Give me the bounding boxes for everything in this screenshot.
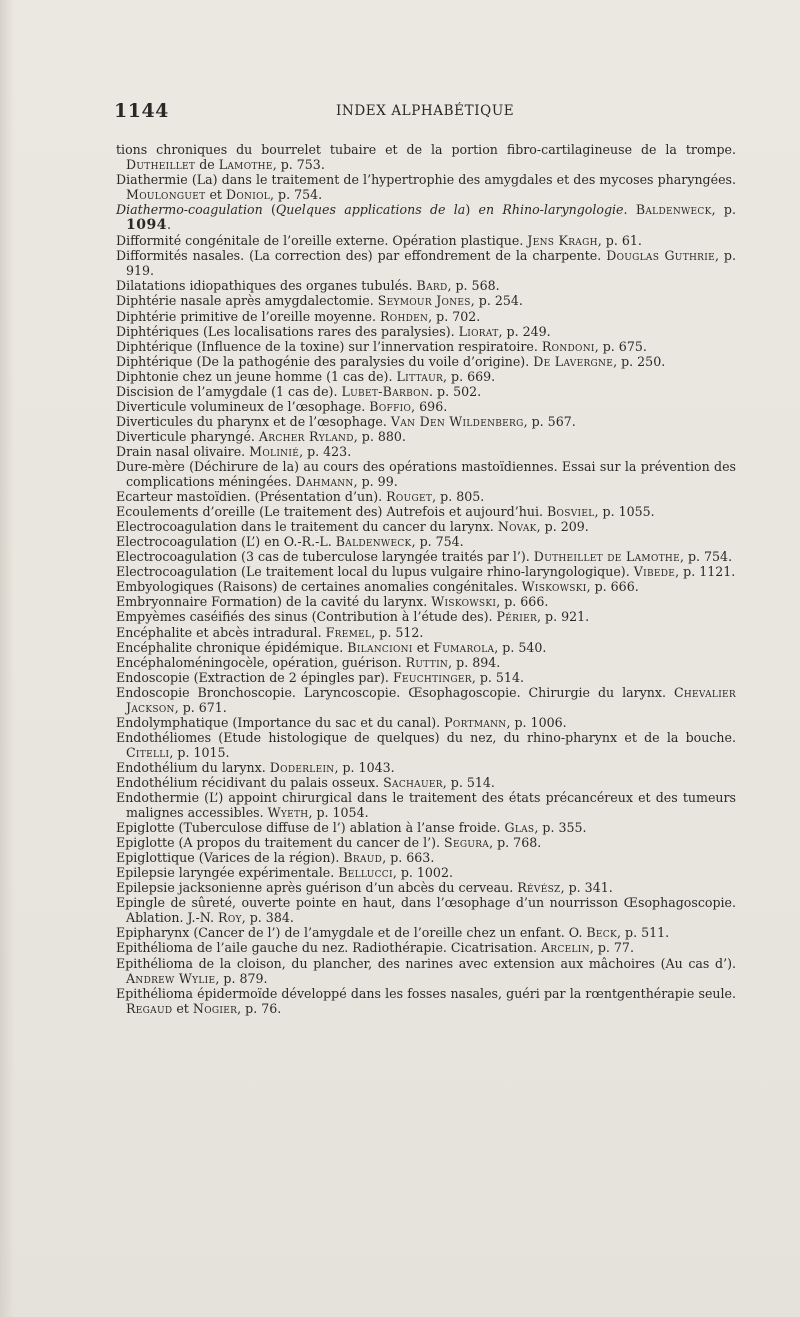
index-entry bbox=[116, 594, 736, 609]
index-entry bbox=[116, 956, 736, 986]
entry-text: Quelques applications de la bbox=[275, 202, 466, 218]
entry-text: en Rhino-laryngologie bbox=[478, 202, 624, 218]
entry-text: , p. 209. bbox=[536, 519, 589, 535]
author-name: Littaur bbox=[396, 368, 444, 384]
entry-text: Electrocoagulation dans le traitement du cancer du larynx. bbox=[116, 519, 498, 535]
entry-text: Ecarteur mastoïdien. (Présentation d’un). bbox=[116, 489, 387, 505]
index-entry bbox=[116, 549, 736, 564]
index-entry bbox=[116, 670, 736, 685]
entry-text: Difformités nasales. (La correction des) par effondrement de la charpente. bbox=[116, 248, 607, 264]
author-name: Périer bbox=[496, 609, 538, 625]
index-entry bbox=[116, 775, 736, 790]
index-entry bbox=[116, 278, 736, 293]
author-name: Beck bbox=[586, 925, 617, 941]
index-entry bbox=[116, 339, 736, 354]
entry-text: , p. 753. bbox=[272, 157, 325, 173]
entry-text: . p. 502. bbox=[429, 383, 482, 399]
entry-text: Epithélioma de l’aile gauche du nez. Radiothérapie. Cicatrisation. bbox=[116, 940, 541, 956]
entry-text: Epilepsie jacksonienne après guérison d’un abcès du cerveau. bbox=[116, 880, 518, 896]
author-name: Bellucci bbox=[338, 865, 393, 881]
page-reference: 1094 bbox=[126, 217, 167, 234]
entry-text: Dure-mère (Déchirure de la) au cours des opérations mastoïdiennes. Essai sur la prévention des complications méningées. bbox=[116, 458, 736, 490]
entry-text: Diphtérie nasale après amygdalectomie. bbox=[116, 293, 378, 309]
entry-text: Endothéliomes (Etude histologique de quelques) du nez, du rhino-pharynx et de la bouche. bbox=[116, 729, 736, 745]
entry-text: , p. 423. bbox=[299, 443, 352, 459]
entry-text: , p. 1054. bbox=[308, 805, 369, 821]
entry-text: Diverticules du pharynx et de l’œsophage. bbox=[116, 413, 391, 429]
entry-text: , p. 99. bbox=[353, 474, 398, 490]
entry-text: ( bbox=[262, 202, 276, 218]
entry-text: Endoscopie Bronchoscopie. Laryncoscopie. Œsophagoscopie. Chirurgie du larynx. bbox=[116, 684, 674, 700]
entry-text: Encéphalite chronique épidémique. bbox=[116, 639, 348, 655]
entry-text: Discision de l’amygdale (1 cas de). bbox=[116, 383, 342, 399]
index-entry bbox=[116, 564, 736, 579]
entry-text: Diphtérique (De la pathogénie des paralysies du voile d’origine). bbox=[116, 353, 534, 369]
entry-text: , p. 341. bbox=[560, 880, 613, 896]
entry-text: , p. 1006. bbox=[506, 714, 567, 730]
entry-text: tions chroniques du bourrelet tubaire et de la portion fibro-cartilagineuse de la trompe. bbox=[116, 142, 736, 157]
entry-text: Embyologiques (Raisons) de certaines anomalies congénitales. bbox=[116, 579, 522, 595]
author-name: Nogier bbox=[192, 1000, 238, 1016]
author-name: Bard bbox=[416, 278, 448, 294]
entry-text: , p. 666. bbox=[586, 579, 639, 595]
author-name: Bosviel bbox=[547, 504, 595, 520]
index-entry bbox=[116, 715, 736, 730]
index-entry bbox=[116, 790, 736, 820]
entry-text: Ecoulements d’oreille (Le traitement des) Autrefois et aujourd’hui. bbox=[116, 504, 547, 520]
index-entry bbox=[116, 444, 736, 459]
entry-text: , p. 663. bbox=[382, 850, 435, 866]
index-entry bbox=[116, 504, 736, 519]
entry-text: Electrocoagulation (Le traitement local du lupus vulgaire rhino-laryngologique). bbox=[116, 564, 634, 580]
entry-text: Diphtérie primitive de l’oreille moyenne. bbox=[116, 308, 380, 324]
author-name: Braud bbox=[343, 850, 383, 866]
index-entry bbox=[116, 640, 736, 655]
entry-text: , p. 921. bbox=[537, 609, 590, 625]
entry-text: Electrocoagulation (3 cas de tuberculose laryngée traités par l’). bbox=[116, 549, 534, 565]
entry-text: Epilepsie laryngée expérimentale. bbox=[116, 865, 339, 881]
entry-text: , p. 754. bbox=[679, 549, 733, 565]
entry-text: , p. 250. bbox=[613, 353, 666, 369]
index-entry bbox=[116, 760, 736, 775]
author-name: Molinié bbox=[249, 443, 300, 459]
index-entry bbox=[116, 940, 736, 955]
index-entry bbox=[116, 986, 736, 1016]
entry-text: , p. bbox=[711, 202, 736, 218]
author-name: Novak bbox=[497, 519, 537, 535]
author-name: Boffio bbox=[369, 398, 412, 414]
entry-text: , p. 669. bbox=[443, 368, 496, 384]
author-name: Chevalier Jackson bbox=[126, 684, 736, 715]
entry-text: , p. 768. bbox=[489, 835, 542, 851]
author-name: Citelli bbox=[126, 744, 170, 760]
index-entry bbox=[116, 625, 736, 640]
entry-text: , p. 384. bbox=[241, 910, 294, 926]
index-entry bbox=[116, 459, 736, 489]
entry-text: , p. 514. bbox=[471, 669, 524, 685]
author-name: Dutheillet de Lamothe bbox=[533, 549, 680, 565]
author-name: Wyeth bbox=[267, 805, 309, 821]
index-entry bbox=[116, 172, 736, 202]
entry-text: Diverticule pharyngé. bbox=[116, 428, 259, 444]
entry-text: , p. 76. bbox=[237, 1000, 282, 1016]
author-name: Dahmann bbox=[295, 474, 354, 490]
author-name: Lamothe bbox=[218, 157, 273, 173]
index-entry bbox=[116, 534, 736, 549]
entry-text: , p. 1055. bbox=[594, 504, 655, 520]
index-entry bbox=[116, 489, 736, 504]
index-entry bbox=[116, 369, 736, 384]
entry-text: Diverticule volumineux de l’œsophage. bbox=[116, 398, 370, 414]
index-entry bbox=[116, 730, 736, 760]
index-entry bbox=[116, 609, 736, 624]
entry-text: , p. 1121. bbox=[675, 564, 736, 580]
entry-text: , p. 355. bbox=[534, 820, 587, 836]
index-entry bbox=[116, 685, 736, 715]
entry-text: Diathermie (La) dans le traitement de l’hypertrophie des amygdales et des mycoses pharyngées. bbox=[116, 172, 736, 188]
entry-text: Drain nasal olivaire. bbox=[116, 443, 250, 459]
index-entry bbox=[116, 324, 736, 339]
index-entries bbox=[116, 142, 736, 1016]
index-entry bbox=[116, 850, 736, 865]
entry-text: Electrocoagulation (L’) en O.-R.-L. bbox=[116, 534, 336, 550]
author-name: Glas bbox=[504, 820, 535, 836]
entry-text: Embryonnaire Formation) de la cavité du larynx. bbox=[116, 594, 432, 610]
author-name: Doniol bbox=[225, 187, 271, 203]
entry-text: Diphtérique (Influence de la toxine) sur l’innervation respiratoire. bbox=[116, 338, 542, 354]
author-name: Andrew Wylie bbox=[126, 970, 216, 986]
index-entry bbox=[116, 429, 736, 444]
entry-text: , p. 880. bbox=[353, 428, 406, 444]
entry-text: Encéphaloméningocèle, opération, guérison. bbox=[116, 654, 406, 670]
entry-text: Epiglotte (A propos du traitement du cancer de l’). bbox=[116, 835, 445, 851]
index-entry bbox=[116, 399, 736, 414]
entry-text: . bbox=[623, 202, 636, 218]
entry-text: Endoscopie (Extraction de 2 épingles par). bbox=[116, 669, 393, 685]
author-name: De Lavergne bbox=[533, 353, 614, 369]
author-name: Regaud bbox=[126, 1000, 173, 1016]
entry-text: , p. 540. bbox=[494, 639, 547, 655]
entry-text: , p. 702. bbox=[428, 308, 481, 324]
entry-text: , p. 919. bbox=[126, 248, 736, 279]
entry-text: . bbox=[166, 217, 171, 233]
author-name: Baldenweck bbox=[635, 202, 712, 218]
author-name: Doderlein bbox=[269, 759, 335, 775]
entry-text: et bbox=[205, 187, 226, 203]
entry-text: , p. 511. bbox=[617, 925, 670, 941]
index-entry bbox=[116, 248, 736, 278]
author-name: Rondoni bbox=[541, 338, 595, 354]
author-name: Roy bbox=[218, 910, 242, 926]
author-name: Wiskowski bbox=[521, 579, 587, 595]
entry-text: Endothermie (L’) appoint chirurgical dans le traitement des états précancéreux et des tumeurs malignes accessibles. bbox=[116, 790, 736, 821]
entry-text: , p. 666. bbox=[496, 594, 549, 610]
index-entry bbox=[116, 202, 736, 233]
author-name: Bilancioni bbox=[347, 639, 413, 655]
author-name: Sachauer bbox=[383, 774, 443, 790]
entry-text: , p. 879. bbox=[215, 970, 268, 986]
entry-text: Endothélium du larynx. bbox=[116, 759, 270, 775]
author-name: Archer Ryland bbox=[258, 428, 354, 444]
author-name: Ruttin bbox=[405, 654, 449, 670]
entry-text: , p. 254. bbox=[470, 293, 523, 309]
author-name: Lubet-Barbon bbox=[341, 383, 430, 399]
author-name: Segura bbox=[444, 835, 490, 851]
index-entry bbox=[116, 414, 736, 429]
entry-text: Endolymphatique (Importance du sac et du canal). bbox=[116, 714, 445, 730]
author-name: Jens Kragh bbox=[527, 233, 598, 249]
entry-text: , p. 754. bbox=[411, 534, 464, 550]
index-entry bbox=[116, 354, 736, 369]
entry-text: , p. 675. bbox=[594, 338, 647, 354]
entry-text: , p. 1043. bbox=[334, 759, 395, 775]
author-name: Moulonguet bbox=[126, 187, 206, 203]
entry-text: Encéphalite et abcès intradural. bbox=[116, 624, 326, 640]
entry-text: Diphtériques (Les localisations rares des paralysies). bbox=[116, 323, 459, 339]
entry-text: , p. 754. bbox=[270, 187, 323, 203]
index-entry bbox=[116, 925, 736, 940]
author-name: Fremel bbox=[325, 624, 372, 640]
page-number: 1144 bbox=[114, 100, 169, 122]
index-entry bbox=[116, 384, 736, 399]
index-entry bbox=[116, 880, 736, 895]
author-name: Douglas Guthrie bbox=[606, 248, 715, 264]
author-name: Dutheillet bbox=[126, 157, 196, 173]
entry-text: Epiglotte (Tuberculose diffuse de l’) ablation à l’anse froide. bbox=[116, 820, 505, 836]
index-entry bbox=[116, 519, 736, 534]
page-edge-shadow bbox=[0, 0, 14, 1317]
entry-text: Diathermo-coagulation bbox=[116, 202, 263, 218]
page-header bbox=[114, 100, 734, 122]
entry-text: Diphtonie chez un jeune homme (1 cas de). bbox=[116, 368, 397, 384]
entry-text: Epithélioma de la cloison, du plancher, des narines avec extension aux mâchoires (Au cas d’). bbox=[116, 955, 736, 971]
entry-text: Epiglottique (Varices de la région). bbox=[116, 850, 344, 866]
entry-text: et bbox=[172, 1000, 193, 1016]
entry-text: , p. 1002. bbox=[392, 865, 453, 881]
entry-text: , p. 805. bbox=[432, 489, 485, 505]
author-name: Rouget bbox=[386, 489, 433, 505]
index-entry bbox=[116, 895, 736, 925]
running-head: INDEX ALPHABÉTIQUE bbox=[336, 103, 515, 119]
entry-text: , p. 77. bbox=[589, 940, 634, 956]
author-name: Wiskowski bbox=[431, 594, 497, 610]
entry-text: Endothélium récidivant du palais osseux. bbox=[116, 774, 384, 790]
entry-text: , p. 1015. bbox=[169, 744, 230, 760]
author-name: Van Den Wildenberg bbox=[390, 413, 524, 429]
entry-text: , p. 567. bbox=[523, 413, 576, 429]
author-name: Rohden bbox=[379, 308, 429, 324]
author-name: Vibede bbox=[633, 564, 676, 580]
entry-text: , p. 512. bbox=[371, 624, 424, 640]
author-name: Seymour Jones bbox=[377, 293, 471, 309]
author-name: Portmann bbox=[444, 714, 507, 730]
index-entry bbox=[116, 579, 736, 594]
entry-text: , 696. bbox=[411, 398, 448, 414]
entry-text: Epipharynx (Cancer de l’) de l’amygdale et de l’oreille chez un enfant. O. bbox=[116, 925, 587, 941]
entry-text: , p. 514. bbox=[442, 774, 495, 790]
entry-text: , p. 671. bbox=[174, 699, 227, 715]
entry-text: Dilatations idiopathiques des organes tubulés. bbox=[116, 278, 417, 294]
entry-text: Epithélioma épidermoïde développé dans les fosses nasales, guéri par la rœntgenthérapie seule. bbox=[116, 985, 736, 1001]
index-entry bbox=[116, 293, 736, 308]
index-entry bbox=[116, 865, 736, 880]
entry-text: , p. 61. bbox=[597, 233, 642, 249]
entry-text: de bbox=[195, 157, 219, 173]
entry-text: ) bbox=[465, 202, 479, 218]
entry-text: Empyèmes caséifiés des sinus (Contribution à l’étude des). bbox=[116, 609, 497, 625]
author-name: Arcelin bbox=[541, 940, 590, 956]
author-name: Révész bbox=[517, 880, 561, 896]
index-entry bbox=[116, 233, 736, 248]
index-entry bbox=[116, 142, 736, 172]
entry-text: Difformité congénitale de l’oreille externe. Opération plastique. bbox=[116, 233, 528, 249]
author-name: Feuchtinger bbox=[392, 669, 472, 685]
entry-text: , p. 249. bbox=[498, 323, 551, 339]
author-name: Baldenweck bbox=[335, 534, 412, 550]
index-entry bbox=[116, 835, 736, 850]
index-entry bbox=[116, 309, 736, 324]
index-entry bbox=[116, 820, 736, 835]
author-name: Liorat bbox=[458, 323, 499, 339]
entry-text: et bbox=[412, 639, 434, 655]
entry-text: Epingle de sûreté, ouverte pointe en haut, dans l’œsophage d’un nourrisson Œsophagoscopie. Ablation. J.-N. bbox=[116, 895, 736, 926]
entry-text: , p. 894. bbox=[448, 654, 501, 670]
entry-text: , p. 568. bbox=[447, 278, 500, 294]
author-name: Fumarola bbox=[433, 639, 495, 655]
index-entry bbox=[116, 655, 736, 670]
